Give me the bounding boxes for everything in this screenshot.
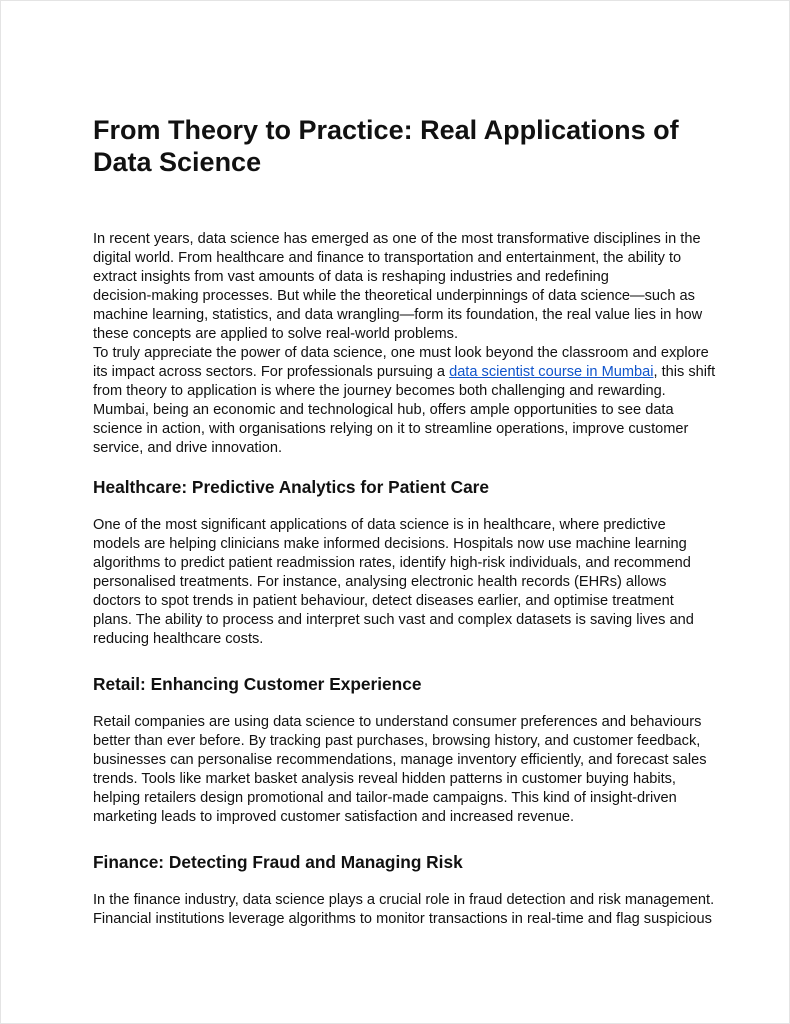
text-line: To truly appreciate the power of data science, one must look beyond the classroom and explore [93, 345, 709, 361]
text-line: One of the most significant applications of data science is in healthcare, where predictive [93, 517, 666, 533]
text-line: In recent years, data science has emerged as one of the most transformative disciplines in the [93, 231, 701, 247]
text-line: better than ever before. By tracking past purchases, browsing history, and customer feedback, [93, 733, 701, 749]
mumbai-paragraph [93, 344, 715, 458]
title-line: From Theory to Practice: Real Applications of [93, 115, 679, 145]
section-heading-healthcare: Healthcare: Predictive Analytics for Patient Care [93, 477, 490, 497]
text-line: doctors to spot trends in patient behaviour, detect diseases earlier, and optimise treatment [93, 593, 674, 609]
intro-paragraph [93, 230, 702, 344]
text-line: personalised treatments. For instance, analysing electronic health records (EHRs) allows [93, 574, 667, 590]
text-line: service, and drive innovation. [93, 440, 283, 456]
text-line: these concepts are applied to solve real-world problems. [93, 326, 459, 342]
title-line: Data Science [93, 147, 262, 177]
text-line: Financial institutions leverage algorithms to monitor transactions in real-time and flag suspicious [93, 911, 712, 927]
text-line: plans. The ability to process and interpret such vast and complex datasets is saving lives and [93, 612, 694, 628]
retail-paragraph [93, 713, 707, 827]
course-link[interactable]: data scientist course in Mumbai [449, 364, 654, 380]
text-line: trends. Tools like market basket analysis reveal hidden patterns in customer buying habits, [93, 771, 676, 787]
text-line: extract insights from vast amounts of data is reshaping industries and redefining [93, 269, 609, 285]
finance-paragraph [93, 891, 714, 929]
text-line: marketing leads to improved customer satisfaction and increased revenue. [93, 809, 575, 825]
text-line: from theory to application is where the journey becomes both challenging and rewarding. [93, 383, 666, 399]
text-line: science in action, with organisations relying on it to streamline operations, improve customer [93, 421, 689, 437]
text-line [93, 363, 715, 382]
text-line: models are helping clinicians make informed decisions. Hospitals now use machine learning [93, 536, 687, 552]
text-line: machine learning, statistics, and data wrangling—form its foundation, the real value lies in how [93, 307, 703, 323]
text-line: algorithms to predict patient readmission rates, identify high-risk individuals, and recommend [93, 555, 691, 571]
text-segment: its impact across sectors. For professionals pursuing a [93, 364, 450, 380]
text-line: decision-making processes. But while the theoretical underpinnings of data science—such as [93, 288, 695, 304]
section-heading-retail: Retail: Enhancing Customer Experience [93, 674, 422, 694]
text-line: businesses can personalise recommendations, manage inventory efficiently, and forecast sales [93, 752, 707, 768]
text-line: digital world. From healthcare and finance to transportation and entertainment, the ability to [93, 250, 682, 266]
healthcare-paragraph [93, 516, 694, 649]
text-segment: , this shift [653, 364, 716, 380]
section-heading-finance: Finance: Detecting Fraud and Managing Risk [93, 852, 463, 872]
text-line: reducing healthcare costs. [93, 631, 264, 647]
text-line: Mumbai, being an economic and technological hub, offers ample opportunities to see data [93, 402, 674, 418]
text-line: helping retailers design promotional and tailor-made campaigns. This kind of insight-driven [93, 790, 677, 806]
text-line: In the finance industry, data science plays a crucial role in fraud detection and risk management. [93, 892, 715, 908]
page-title [93, 114, 679, 178]
text-line: Retail companies are using data science to understand consumer preferences and behaviours [93, 714, 702, 730]
